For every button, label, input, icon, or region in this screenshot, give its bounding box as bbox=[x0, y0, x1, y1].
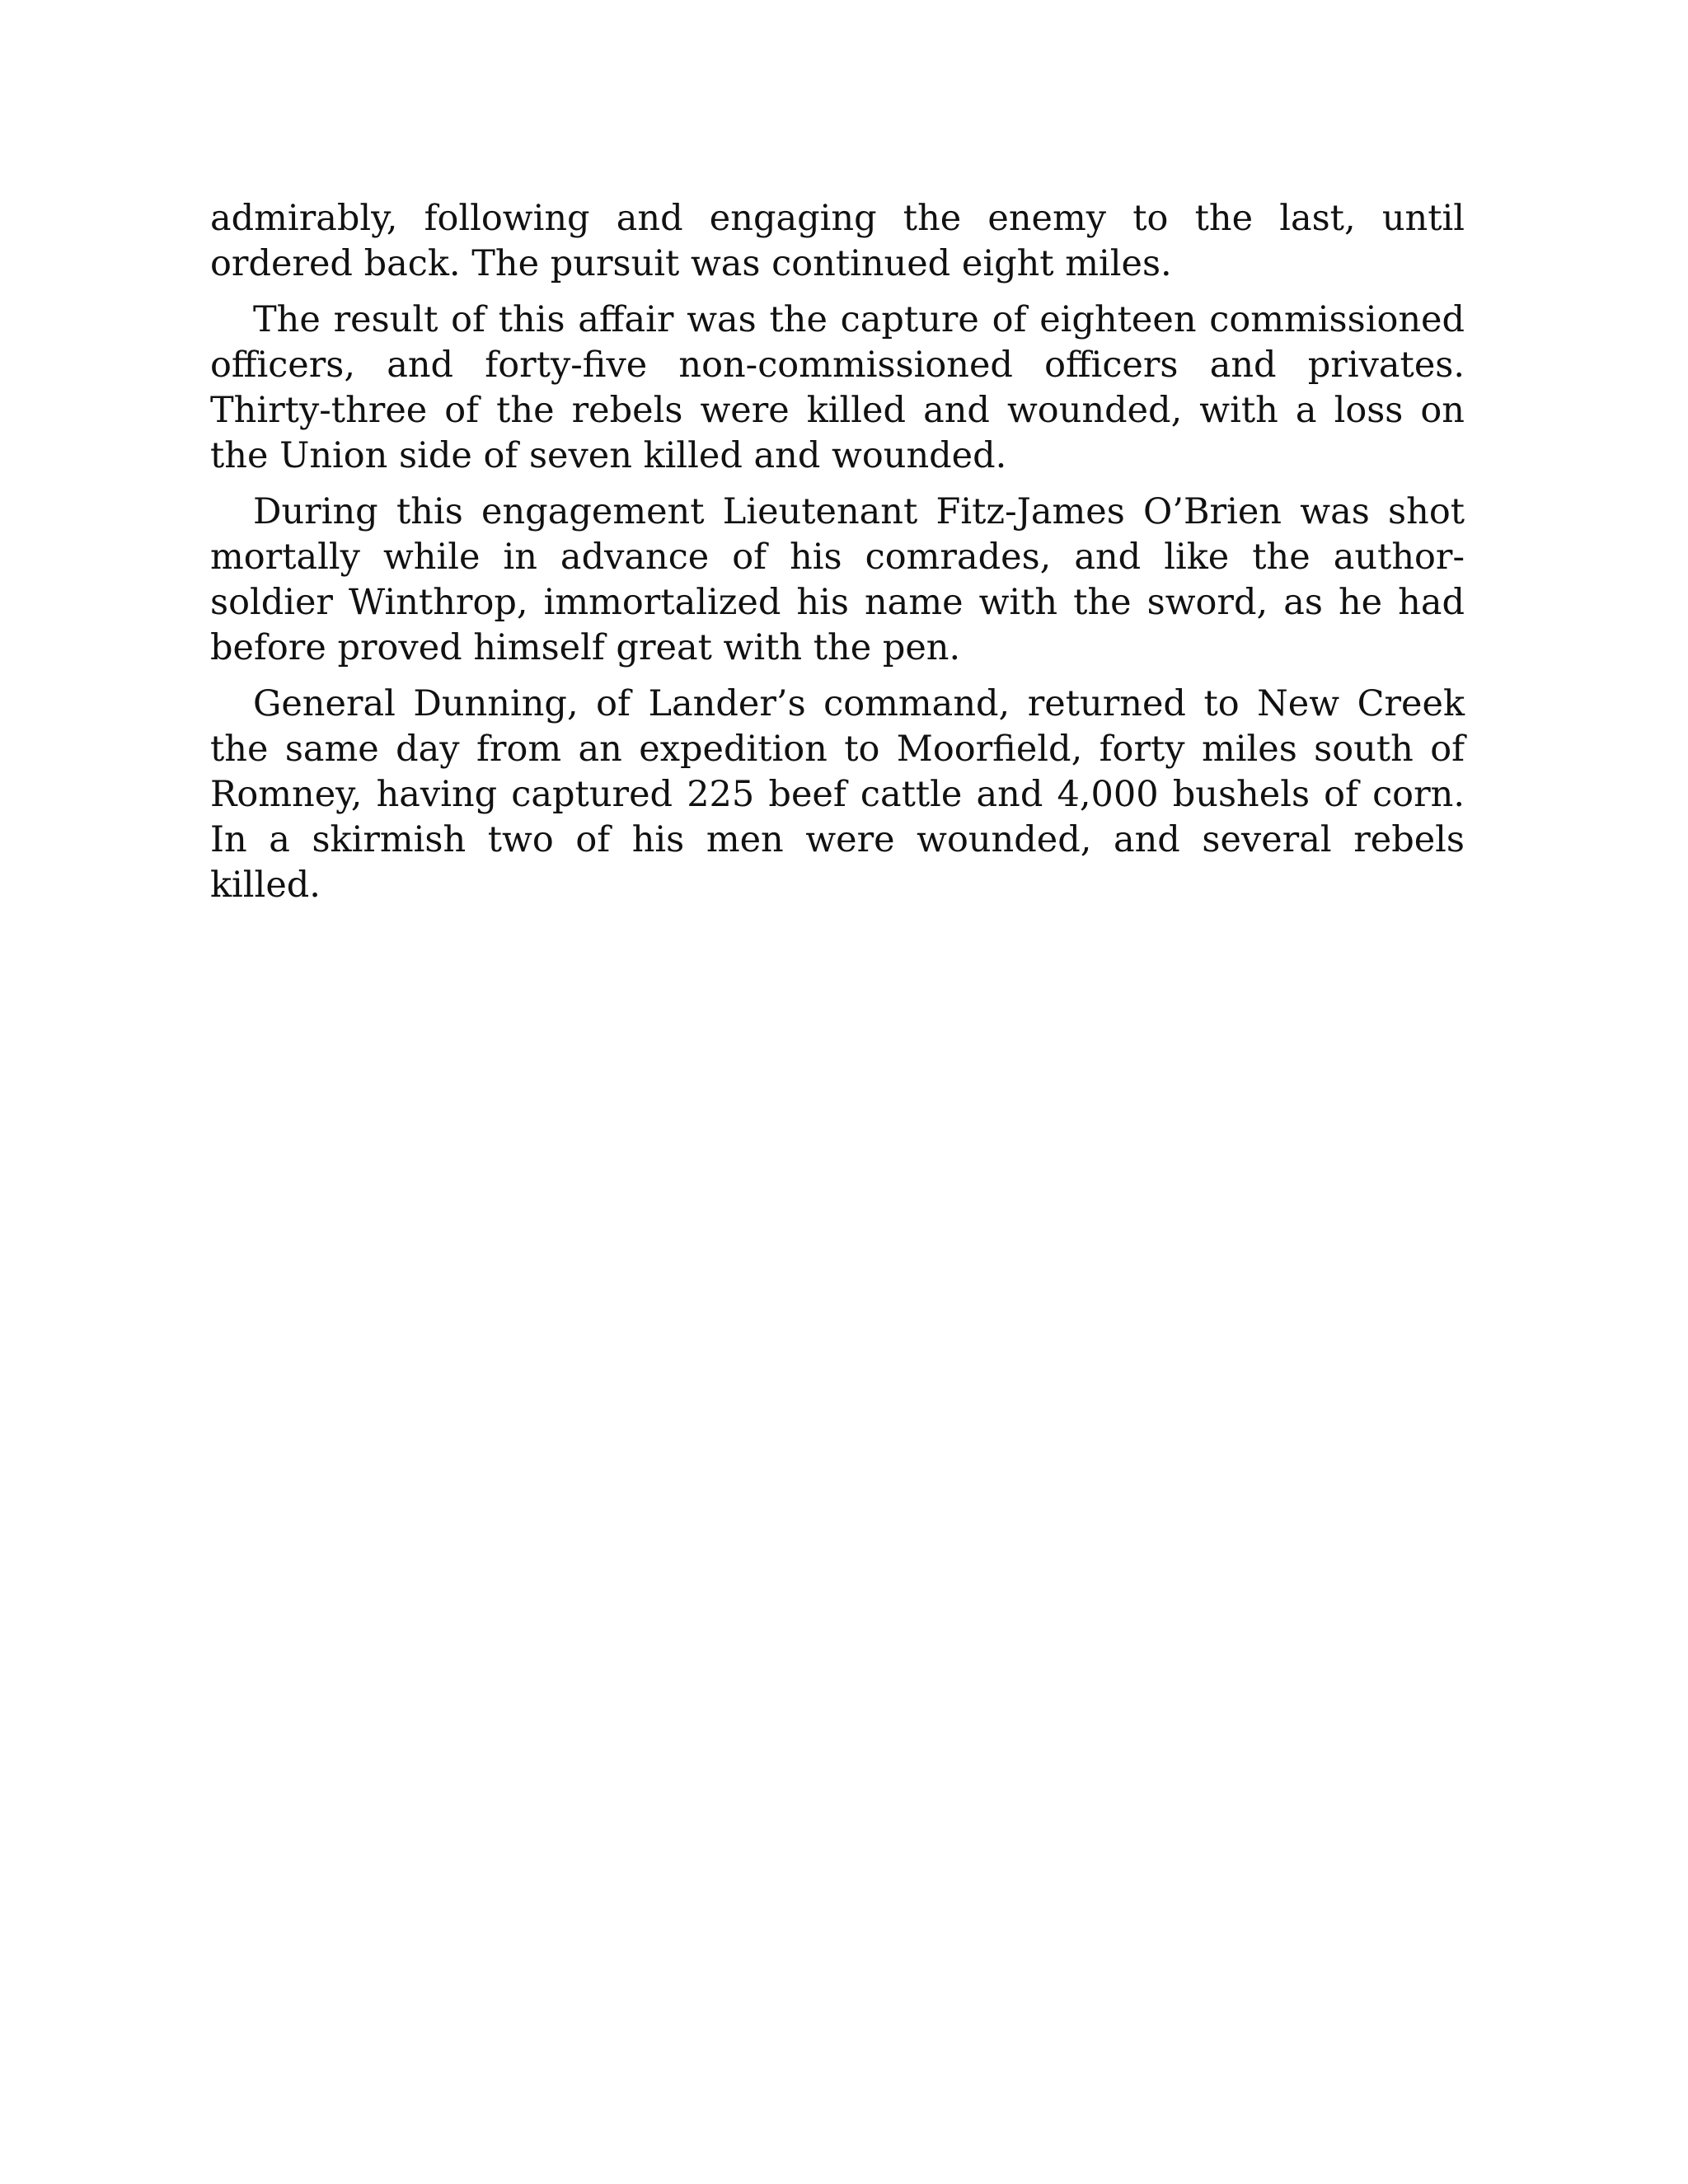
paragraph-capture-result: The result of this affair was the capture of eighteen commissioned officers, and forty-five non-commissioned officers and privates. Thirty-three of the rebels were killed and wounded, with a loss on the Union side of seven killed and wounded. bbox=[210, 299, 1465, 476]
paragraph-continued: admirably, following and engaging the enemy to the last, until ordered back. The pursuit was continued eight miles. bbox=[210, 198, 1465, 284]
paragraph-obrien: During this engagement Lieutenant Fitz-James O’Brien was shot mortally while in advance of his comrades, and like the author-soldier Winthrop, immortalized his name with the sword, as he had before proved himself great with the pen. bbox=[210, 491, 1465, 668]
paragraph-dunning: General Dunning, of Lander’s command, returned to New Creek the same day from an expedition to Moorfield, forty miles south of Romney, having captured 225 beef cattle and 4,000 bushels of corn. In a skirmish two of his men were wounded, and several rebels killed. bbox=[210, 683, 1465, 906]
body-text bbox=[210, 196, 1465, 919]
